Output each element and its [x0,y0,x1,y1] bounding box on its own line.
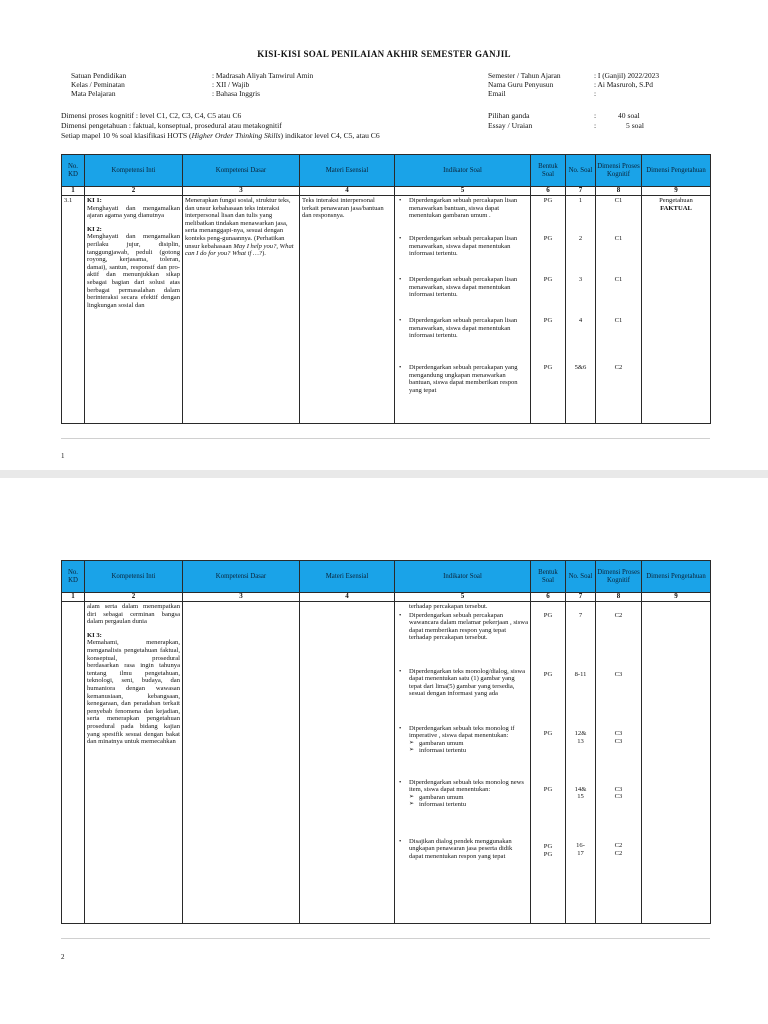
cell-pengetahuan: Pengetahuan FAKTUAL [642,196,711,424]
header-right [488,71,659,98]
col-header-materi: Materi Esensial [300,155,395,187]
cell-kd: Menerapkan fungsi sosial, struktur teks, dan unsur kebahasaan teks interaksi interpersonal lisan dan tulis yang melibatkan tindakan menawarkan jasa, serta menanggapi-nya, sesuai dengan konteks peng-gunaannya. (Perhatikan unsur kebahasaan May I help you?, What can I do for you? What if …?). [183,196,300,424]
col-header-proses: Dimensi Proses Kognitif [596,155,642,187]
hots-line: Setiap mapel 10 % soal klasifikasi HOTS (Higher Order Thinking Skills) indikator level C4, C5, atau C6 [61,131,380,140]
page-2 [0,478,768,1024]
cell-bentuk: PG PG PG PG PG [531,196,566,424]
indikator-item: • Disajikan dialog pendek menggunakan ungkapan penawaran jasa peserta didik dapat menentukan respon yang tepat [397,838,528,861]
page-1-footer-divider [61,438,710,439]
indikator-item: • Diperdengarkan sebuah percakapan yang mengandung ungkapan menawarkan bantuan, siswa dapat memberikan respon yang tepat [397,364,528,394]
col-header-indikator: Indikator Soal [395,155,531,187]
col-header-no-soal: No. Soal [566,155,596,187]
col-header-bentuk: Bentuk Soal [531,155,566,187]
col-header-materi: Materi Esensial [300,561,395,593]
col-header-no-kd: No. KD [62,561,85,593]
sub-indikator-item: ➢ gambaran umum [409,794,528,802]
col-header-no-kd: No. KD [62,155,85,187]
indikator-item: • Diperdengarkan sebuah percakapan lisan menawarkan, siswa dapat menentukan informasi tertentu. [397,317,528,361]
col-header-bentuk: Bentuk Soal [531,561,566,593]
dimensi-proses-line: Dimensi proses kognitif : level C1, C2, C3, C4, C5 atau C6 [61,111,242,120]
header-row-kelas: Kelas / Peminatan : XII / Wajib [71,80,250,89]
table-header-row [62,155,711,187]
pilihan-ganda-line: Pilihan ganda : 40 soal [488,111,640,120]
col-header-no-soal: No. Soal [566,561,596,593]
page-2-footer-divider [61,938,710,939]
col-header-pengetahuan: Dimensi Pengetahuan [642,155,711,187]
col-header-pengetahuan: Dimensi Pengetahuan [642,561,711,593]
column-number-row: 1 2 3 4 5 6 7 8 9 [62,187,711,196]
document-title: KISI-KISI SOAL PENILAIAN AKHIR SEMESTER GANJIL [257,49,511,59]
indikator-item: • Diperdengarkan sebuah percakapan lisan menawarkan, siswa dapat menentukan informasi tertentu. [397,235,528,273]
cell-bentuk: PG PG PG PG PG PG [531,602,566,924]
table-row [62,196,711,424]
col-header-kd: Kompetensi Dasar [183,561,300,593]
indikator-item: • Diperdengarkan sebuah percakapan wawancara dalam melamar pekerjaan , siswa dapat memberikan respon yang tepat terhadap percakapan tersebut. [397,612,528,665]
kisi-table-page-2 [61,560,711,924]
cell-materi [300,602,395,924]
cell-indikator [395,196,531,424]
cell-proses: C2 C3 C3 C3 C3 C3 C2 C2 [596,602,642,924]
col-header-ki: Kompetensi Inti [85,155,183,187]
cell-pengetahuan [642,602,711,924]
col-header-proses: Dimensi Proses Kognitif [596,561,642,593]
table-header-row [62,561,711,593]
cell-no-soal: 7 8-11 12& 13 14& 15 16- 17 [566,602,596,924]
indikator-item: • Diperdengarkan sebuah teks monolog news item, siswa dapat menentukan: ➢ gambaran umum ➢ informasi tertentu [397,779,528,835]
header-row-mapel: Mata Pelajaran : Bahasa Inggris [71,89,261,98]
indikator-item: • Diperdengarkan sebuah percakapan lisan menawarkan, siswa dapat menentukan informasi tertentu. [397,276,528,314]
header-row-guru: Nama Guru Penyusun : Ai Masruroh, S.Pd [488,80,653,89]
col-header-ki: Kompetensi Inti [85,561,183,593]
cell-ki: alam serta dalam menempatkan diri sebagai cerminan bangsa dalam pergaulan dunia KI 3: Memahami, menerapkan, menganalisis pengetahuan faktual, konseptual, prosedural berdasarkan rasa ingin tahunya tentang ilmu pengetahuan, teknologi, seni, budaya, dan humaniora dengan wawasan kemanusiaan, kebangsaan, kenegaraan, dan peradaban terkait penyebab fenomena dan kejadian, serta menerapkan pengetahuan prosedural pada bidang kajian yang spesifik sesuai dengan bakat dan minatnya untuk memecahkan [85,602,183,924]
sub-indikator-item: ➢ gambaran umum [409,740,528,748]
cell-no-kd [62,602,85,924]
dimensi-pengetahuan-line: Dimensi pengetahuan : faktual, konseptual, prosedural atau metakognitif [61,121,282,130]
page-1 [0,0,768,470]
column-number-row: 1 2 3 4 5 6 7 8 9 [62,593,711,602]
sub-indikator-item: ➢ informasi tertentu [409,747,528,755]
sub-indikator-item: ➢ informasi tertentu [409,801,528,809]
header-row-satuan: Satuan Pendidikan : Madrasah Aliyah Tanwirul Amin [71,71,314,80]
col-header-indikator: Indikator Soal [395,561,531,593]
page-number: 2 [61,953,65,961]
cell-proses: C1 C1 C1 C1 C2 [596,196,642,424]
header-row-email: Email : [488,89,597,98]
kisi-table-page-1 [61,154,711,424]
col-header-kd: Kompetensi Dasar [183,155,300,187]
page-number: 1 [61,452,65,460]
header-row-semester: Semester / Tahun Ajaran : I (Ganjil) 2022/2023 [488,71,660,80]
essay-line: Essay / Uraian : 5 soal [488,121,644,130]
cell-materi: Teks interaksi interpersonal terkait penawaran jasa/bantuan dan responsnya. [300,196,395,424]
indikator-item: • Diperdengarkan teks monolog/dialog, siswa dapat menentukan satu (1) gambar yang tepat dari lima(5) gambar yang tersedia, sesuai dengan informasi yang ada [397,668,528,722]
table-row [62,602,711,924]
header-left [71,71,313,98]
cell-indikator: terhadap percakapan tersebut. • Diperdengarkan sebuah percakapan wawancara dalam melamar pekerjaan , siswa dapat memberikan respon yang tepat terhadap percakapan tersebut. • Diperdengarkan teks monolog/dialog, siswa dapat menentukan satu (1) gambar yang tepat dari lima(5) gambar yang tersedia, sesuai dengan informasi yang ada • Diperdengarkan sebuah teks monolog if imperative , siswa dapat menentukan: ➢ gambaran umum ➢ informasi tertentu • Diperdengarkan sebuah teks monolog news item, siswa dapat menentukan: ➢ gambaran umum ➢ informasi tertentu • Disajikan dialog pendek menggunakan ungkapan penawaran jasa peserta didik dapat menentukan respon yang tepat [395,602,531,924]
cell-kd [183,602,300,924]
cell-ki: KI 1: Menghayati dan mengamalkan ajaran agama yang dianutnya KI 2: Menghayati dan mengamalkan perilaku jujur, disiplin, tanggungjawab, peduli (gotong royong, kerjasama, toleran, damai), santun, responsif dan pro-aktif dan menunjukkan sikap sebagai bagian dari solusi atas berbagai permasalahan dalam berinteraksi secara efektif dengan lingkungan sosial dan [85,196,183,424]
indikator-item: • Diperdengarkan sebuah percakapan lisan menawarkan bantuan, siswa dapat menentukan gambaran umum . [397,197,528,232]
indikator-item: • Diperdengarkan sebuah teks monolog if imperative , siswa dapat menentukan: ➢ gambaran umum ➢ informasi tertentu [397,725,528,776]
cell-no-kd: 3.1 [62,196,85,424]
cell-no-soal: 1 2 3 4 5&6 [566,196,596,424]
